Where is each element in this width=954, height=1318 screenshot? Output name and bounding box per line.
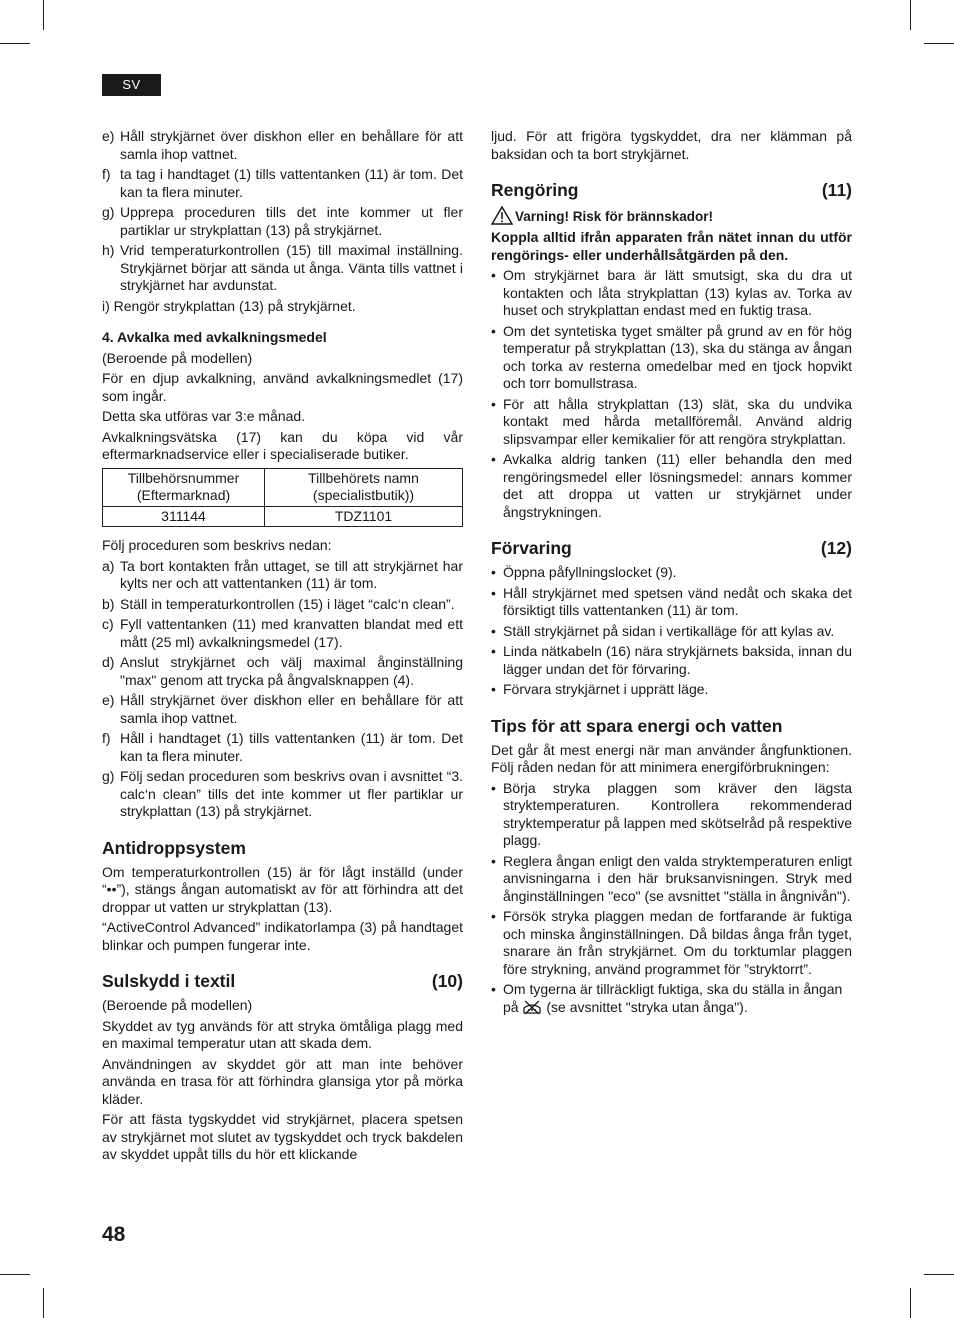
cleaning-heading: Rengöring (11) xyxy=(491,180,852,200)
tips-heading: Tips för att spara energi och vatten xyxy=(491,715,783,736)
list-item: f) ta tag i handtaget (1) tills vattentanken (11) är tom. Det kan ta flera minuter. xyxy=(102,166,463,200)
crop-mark xyxy=(910,0,911,30)
paragraph: Användningen av skyddet gör att man inte behöver använda en trasa för att förhindra glansiga ytor på mörka kläder. xyxy=(102,1055,463,1107)
section-4-title: 4. Avkalka med avkalkningsmedel xyxy=(102,329,327,345)
list-item: • Ställ strykjärnet på sidan i vertikalläge för att kylas av. xyxy=(491,622,835,639)
warning-triangle-icon xyxy=(491,206,513,225)
paragraph: För en djup avkalkning, använd avkalkningsmedlet (17) som ingår. xyxy=(102,370,463,404)
list-item: • Reglera ångan enligt den valda stryktemperaturen enligt anvisningarna i den här bruksanvisningen. Stryk med ånginställningen "eco" (se avsnittet "ställa in ångnivån"). xyxy=(491,852,852,904)
crop-mark xyxy=(43,0,44,30)
procedure-list-2 xyxy=(102,558,463,821)
list-item: b) Ställ in temperaturkontrollen (15) i läget “calc‘n clean”. xyxy=(102,595,455,612)
no-steam-icon xyxy=(522,999,542,1015)
paragraph: “ActiveControl Advanced” indikatorlampa (3) på handtaget blinkar och pumpen fungerar inte. xyxy=(102,919,463,953)
tips-list xyxy=(491,780,852,1017)
crop-mark xyxy=(0,1274,30,1275)
list-item: • Försök stryka plaggen medan de fortfarande är fuktiga och minska ånginställningen. Då bildas ånga från tyget, snarare än från strykjärnet. Om du torktumlar plaggen före strykning, använd programmet för ”stryktorrt”. xyxy=(491,908,852,977)
paragraph: Detta ska utföras var 3:e månad. xyxy=(102,408,306,424)
accessory-table xyxy=(102,468,463,528)
list-item: e) Håll strykjärnet över diskhon eller en behållare för att samla ihop vattnet. xyxy=(102,128,463,162)
storage-heading: Förvaring (12) xyxy=(491,538,852,558)
crop-mark xyxy=(0,43,30,44)
cleaning-list xyxy=(491,267,852,521)
list-item: • Avkalka aldrig tanken (11) eller behandla den med rengöringsmedel eller lösningsmedel: annars kommer det att droppa ut vatten ur strykjärnet under ångstrykningen. xyxy=(491,451,852,520)
paragraph: Om temperaturkontrollen (15) är för lågt inställd (under “••”), stängs ångan automatiskt av för att förhindra att det droppar ut vatten ur strykplattan (13). xyxy=(102,863,463,915)
paragraph: (Beroende på modellen) xyxy=(102,349,253,366)
paragraph: Avkalkningsvätska (17) kan du köpa vid vår eftermarknadservice eller i specialiserade butiker. xyxy=(102,428,463,462)
paragraph: ljud. För att frigöra tygskyddet, dra ner klämman på baksidan och ta bort strykjärnet. xyxy=(491,128,852,162)
table-header-row xyxy=(103,468,463,506)
list-item: g) Följ sedan proceduren som beskrivs ovan i avsnittet “3. calc‘n clean” tills det inte kommer ut fler partiklar ur strykplattan (13) på strykjärnet. xyxy=(102,768,463,819)
warning-line: Varning! Risk för brännskador! xyxy=(491,206,852,225)
procedure-list-1 xyxy=(102,128,463,295)
paragraph: Det går åt mest energi när man använder ångfunktionen. Följ råden nedan för att minimera energiförbrukningen: xyxy=(491,741,852,775)
list-item: h) Vrid temperaturkontrollen (15) till maximal inställning. Strykjärnet börjar att sända ut ånga. Vänta tills vattnet i strykjärnet har avdunstat. xyxy=(102,242,463,293)
list-item: • Om det syntetiska tyget smälter på grund av en för hög temperatur på strykplattan (13), ska du stänga av ångan och torka av resterna omedelbar med en tjock hopvikt och torr bomullstrasa. xyxy=(491,322,852,391)
list-item: c) Fyll vattentanken (11) med kranvatten blandat med ett mått (25 ml) avkalkningsmedel (17). xyxy=(102,616,463,650)
crop-mark xyxy=(43,1288,44,1318)
crop-mark xyxy=(924,1274,954,1275)
list-item: • För att hålla strykplattan (13) slät, ska du undvika kontakt med hårda metallföremål. Använd aldrig slipsvampar eller kemikalier för att rengöra strykplattan. xyxy=(491,395,852,447)
paragraph-bold: Koppla alltid ifrån apparaten från nätet innan du utför rengörings- eller underhållsåtgärden på den. xyxy=(491,229,852,263)
table-row xyxy=(103,506,463,527)
list-item-i: i) Rengör strykplattan (13) på strykjärnet. xyxy=(102,297,356,314)
list-item: a) Ta bort kontakten från uttaget, se till att strykjärnet har kylts ner och att vattentanken (11) är tom. xyxy=(102,557,463,591)
language-tab: SV xyxy=(102,74,161,96)
table-cell: 311144 xyxy=(103,506,265,527)
list-item: g) Upprepa proceduren tills det inte kommer ut fler partiklar ur strykplattan (13) på strykjärnet. xyxy=(102,204,463,238)
storage-list xyxy=(491,564,852,699)
table-header-cell: Tillbehörsnummer (Eftermarknad) xyxy=(103,468,265,506)
page-number: 48 xyxy=(102,1223,126,1246)
paragraph: Följ proceduren som beskrivs nedan: xyxy=(102,537,332,553)
crop-mark xyxy=(910,1288,911,1318)
crop-mark xyxy=(924,43,954,44)
list-item: • Börja stryka plaggen som kräver den lägsta stryktemperaturen. Kontrollera rekommenderad stryktemperatur på lappen med skötselråd på respektive plagg. xyxy=(491,779,852,848)
list-item: • Om strykjärnet bara är lätt smutsigt, ska du dra ut kontakten och låta strykplattan (13) kylas av. Torka av huset och strykplattan endast med en fuktig trasa. xyxy=(491,267,852,318)
list-item: • Om tygerna är tillräckligt fuktiga, ska du ställa in ångan på (se avsnittet "stryka utan ånga"). xyxy=(491,981,843,1015)
table-cell: TDZ1101 xyxy=(265,506,463,527)
paragraph: Skyddet av tyg används för att stryka ömtåliga plagg med en maximal temperatur utan att skada dem. xyxy=(102,1017,463,1051)
list-item: • Håll strykjärnet med spetsen vänd nedåt och skaka det försiktigt tills vattentanken (11) är tom. xyxy=(491,584,852,618)
antidrip-heading: Antidroppsystem xyxy=(102,837,246,858)
list-item: e) Håll strykjärnet över diskhon eller en behållare för att samla ihop vattnet. xyxy=(102,692,463,726)
list-item: f) Håll i handtaget (1) tills vattentanken (11) är tom. Det kan ta flera minuter. xyxy=(102,730,463,764)
list-item: • Linda nätkabeln (16) nära strykjärnets baksida, innan du lägger undan det för förvaring. xyxy=(491,643,852,677)
table-header-cell: Tillbehörets namn (specialistbutik)) xyxy=(265,468,463,506)
list-item: • Öppna påfyllningslocket (9). xyxy=(491,564,677,580)
list-item: • Förvara strykjärnet i upprätt läge. xyxy=(491,681,709,697)
paragraph: (Beroende på modellen) xyxy=(102,997,253,1013)
textile-soleplate-heading: Sulskydd i textil (10) xyxy=(102,971,463,991)
right-column xyxy=(491,128,852,1019)
left-column xyxy=(102,128,463,1167)
paragraph: För att fästa tygskyddet vid strykjärnet, placera spetsen av strykjärnet mot slutet av tygskyddet och tryck bakdelen av skyddet uppåt tills du hör ett klickande xyxy=(102,1111,463,1162)
list-item: d) Anslut strykjärnet och välj maximal ånginställning "max" genom att trycka på ångvalsknappen (4). xyxy=(102,654,463,688)
